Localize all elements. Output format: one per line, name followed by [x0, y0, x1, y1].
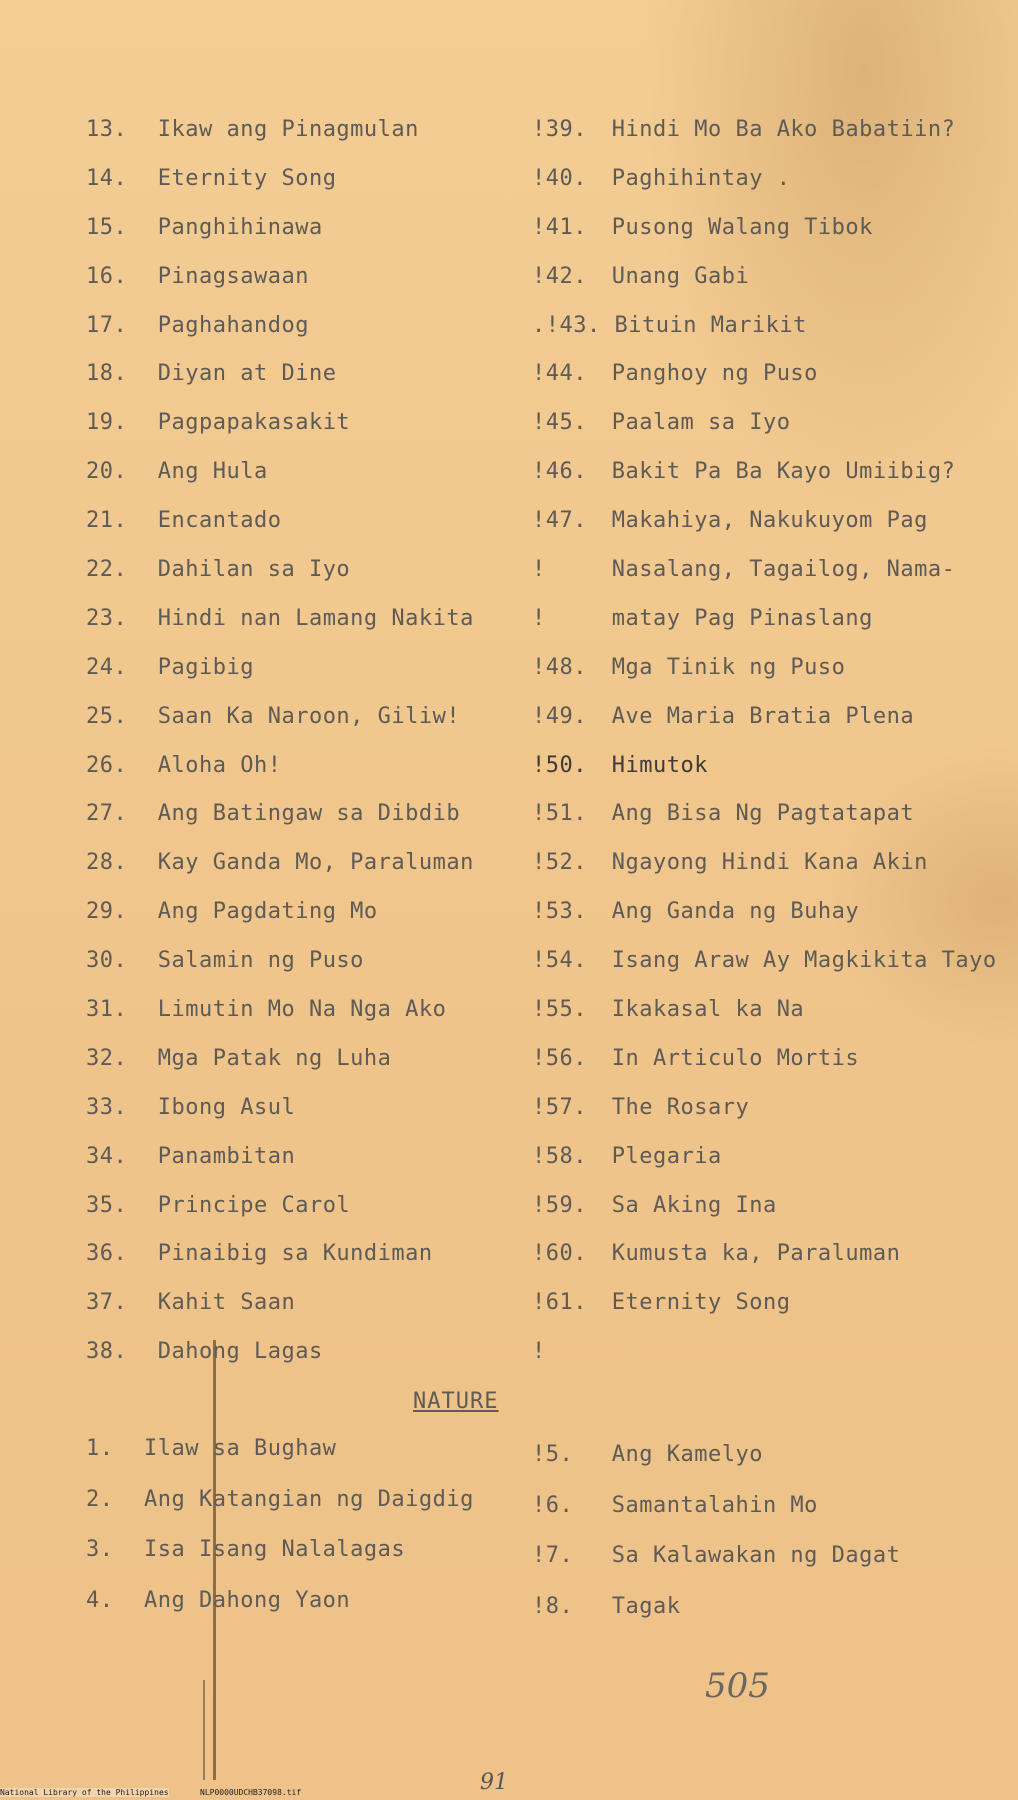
song-list-left	[86, 117, 506, 1388]
list-item: 18. Diyan at Dine	[86, 361, 337, 387]
list-item: !42. Unang Gabi	[532, 263, 750, 289]
section-heading-nature: NATURE	[413, 1389, 499, 1414]
list-item: !	[532, 1339, 546, 1365]
list-item: 25. Saan Ka Naroon, Giliw!	[86, 703, 461, 729]
list-item: 29. Ang Pagdating Mo	[86, 899, 378, 925]
list-item: !60. Kumusta ka, Paraluman	[532, 1241, 901, 1267]
list-item: .!43. Bituin Marikit	[532, 312, 807, 338]
list-item: 30. Salamin ng Puso	[86, 948, 364, 974]
list-item: !6. Samantalahin Mo	[532, 1492, 818, 1518]
list-item: !41. Pusong Walang Tibok	[532, 214, 873, 240]
list-item: 22. Dahilan sa Iyo	[86, 557, 351, 583]
list-item: 31. Limutin Mo Na Nga Ako	[86, 997, 447, 1023]
list-item: 24. Pagibig	[86, 654, 254, 680]
list-item: !5. Ang Kamelyo	[532, 1442, 763, 1467]
list-item: 26. Aloha Oh!	[86, 752, 282, 778]
list-item: 2. Ang Katangian ng Daigdig	[86, 1486, 474, 1512]
list-item: 15. Panghihinawa	[86, 214, 323, 240]
list-item: 27. Ang Batingaw sa Dibdib	[86, 801, 461, 827]
list-item: 33. Ibong Asul	[86, 1094, 296, 1120]
list-item: !50. Himutok	[532, 752, 708, 778]
list-item: !47. Makahiya, Nakukuyom Pag	[532, 508, 928, 534]
paper-fold-line	[203, 1680, 205, 1780]
list-item: 4. Ang Dahong Yaon	[86, 1587, 351, 1613]
list-item: !49. Ave Maria Bratia Plena	[532, 703, 915, 729]
list-item: !54. Isang Araw Ay Magkikita Tayo	[532, 948, 997, 974]
list-item: !7. Sa Kalawakan ng Dagat	[532, 1543, 901, 1568]
list-item: ! Nasalang, Tagailog, Nama-	[532, 557, 956, 583]
list-item: 35. Principe Carol	[86, 1192, 351, 1218]
nature-list-left	[86, 1436, 506, 1638]
list-item: 38. Dahong Lagas	[86, 1339, 323, 1365]
nature-list-right	[532, 1442, 1012, 1644]
list-item: !52. Ngayong Hindi Kana Akin	[532, 850, 928, 876]
list-item: !56. In Articulo Mortis	[532, 1045, 860, 1071]
list-item: !48. Mga Tinik ng Puso	[532, 654, 846, 680]
list-item: !40. Paghihintay .	[532, 165, 791, 191]
list-item: ! matay Pag Pinaslang	[532, 605, 873, 631]
list-item: 34. Panambitan	[86, 1143, 296, 1169]
list-item: !55. Ikakasal ka Na	[532, 997, 805, 1023]
footer-library-credit: National Library of the Philippines	[0, 1788, 169, 1797]
list-item: !53. Ang Ganda ng Buhay	[532, 899, 860, 925]
list-item: !46. Bakit Pa Ba Kayo Umiibig?	[532, 459, 956, 485]
list-item: 28. Kay Ganda Mo, Paraluman	[86, 850, 474, 876]
handwritten-number: 505	[705, 1666, 770, 1706]
list-item: 14. Eternity Song	[86, 165, 337, 191]
list-item: 19. Pagpapakasakit	[86, 410, 351, 436]
list-item: !51. Ang Bisa Ng Pagtatapat	[532, 801, 915, 827]
list-item: 37. Kahit Saan	[86, 1290, 296, 1316]
list-item: !44. Panghoy ng Puso	[532, 361, 818, 387]
list-item: 32. Mga Patak ng Luha	[86, 1045, 392, 1071]
list-item: !39. Hindi Mo Ba Ako Babatiin?	[532, 117, 956, 142]
list-item: !8. Tagak	[532, 1593, 681, 1619]
list-item: 21. Encantado	[86, 508, 282, 534]
list-item: !58. Plegaria	[532, 1143, 722, 1169]
song-list-right	[532, 117, 1012, 1388]
list-item: !61. Eternity Song	[532, 1290, 791, 1316]
list-item: 36. Pinaibig sa Kundiman	[86, 1241, 433, 1267]
page-number: 91	[480, 1770, 508, 1795]
list-item: 17. Paghahandog	[86, 312, 309, 338]
footer-file-name: NLP0000UDCHB37098.tif	[200, 1788, 302, 1797]
list-item: !59. Sa Aking Ina	[532, 1192, 777, 1218]
list-item: 20. Ang Hula	[86, 459, 268, 485]
list-item: 23. Hindi nan Lamang Nakita	[86, 605, 474, 631]
list-item: !45. Paalam sa Iyo	[532, 410, 791, 436]
list-item: !57. The Rosary	[532, 1094, 750, 1120]
list-item: 1. Ilaw sa Bughaw	[86, 1436, 337, 1461]
list-item: 13. Ikaw ang Pinagmulan	[86, 117, 419, 142]
list-item: 16. Pinagsawaan	[86, 263, 309, 289]
list-item: 3. Isa Isang Nalalagas	[86, 1537, 406, 1562]
